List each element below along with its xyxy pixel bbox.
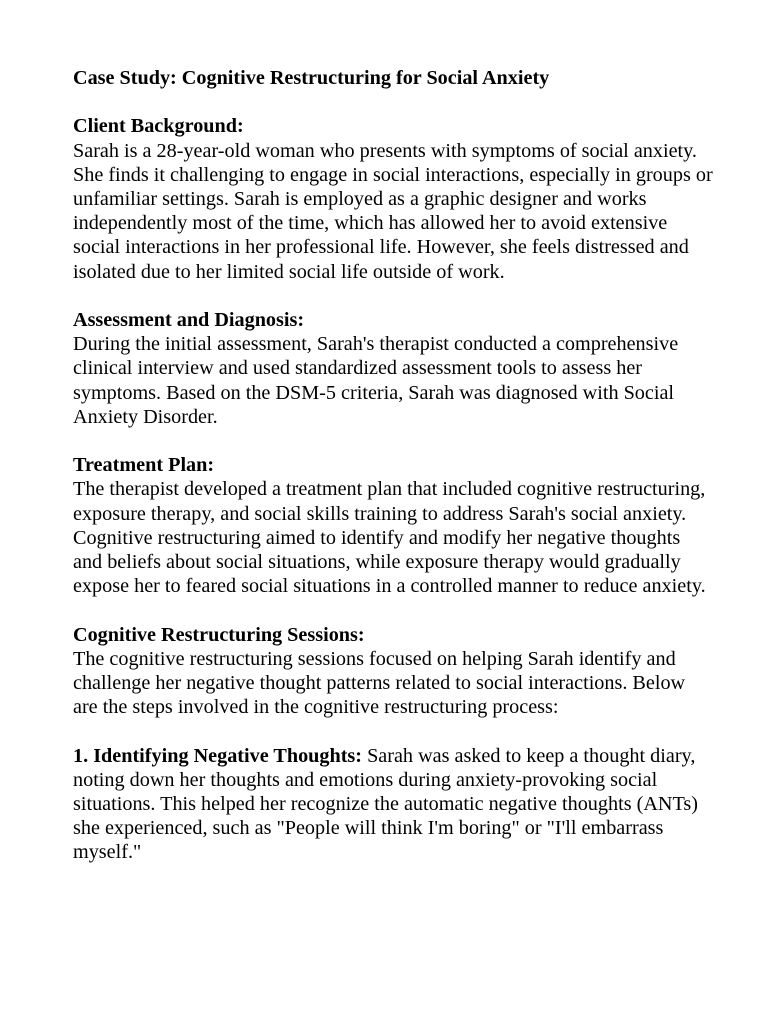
document-page (73, 66, 713, 865)
section-body: During the initial assessment, Sarah's therapist conducted a comprehensive clinical interview and used standardized assessment tools to assess her symptoms. Based on the DSM-5 criteria, Sarah was diagnosed with Social Anxiety Disorder. (73, 333, 679, 428)
section-body: The therapist developed a treatment plan that included cognitive restructuring, exposure therapy, and social skills training to address Sarah's social anxiety. Cognitive restructuring aimed to identify and modify her negative thoughts and beliefs about social situations, while exposure therapy would gradually expose her to feared social situations in a controlled manner to reduce anxiety. (73, 478, 706, 598)
step-body: Sarah was asked to keep a thought diary, noting down her thoughts and emotions during anxiety-provoking social situations. This helped her recognize the automatic negative thoughts (ANTs) she experienced, such as "People will think I'm boring" or "I'll embarrass myself." (73, 744, 698, 864)
section-body: Sarah is a 28-year-old woman who presents with symptoms of social anxiety. She finds it challenging to engage in social interactions, especially in groups or unfamiliar settings. Sarah is employed as a graphic designer and works independently most of the time, which has allowed her to avoid extensive social interactions in her professional life. However, she feels distressed and isolated due to her limited social life outside of work. (73, 139, 713, 283)
section-treatment-plan (73, 453, 713, 598)
section-heading: Client Background: (73, 115, 244, 138)
section-cognitive-restructuring-sessions (73, 623, 713, 720)
step-identifying-negative-thoughts (73, 744, 713, 865)
section-heading: Assessment and Diagnosis: (73, 309, 305, 331)
section-body: The cognitive restructuring sessions focused on helping Sarah identify and challenge her negative thought patterns related to social interactions. Below are the steps involved in the cognitive restructuring process: (73, 647, 686, 719)
section-heading: Treatment Plan: (73, 454, 215, 477)
document-title: Case Study: Cognitive Restructuring for Social Anxiety (73, 67, 550, 89)
section-client-background (73, 114, 713, 283)
section-heading: Cognitive Restructuring Sessions: (73, 623, 365, 646)
step-paragraph (73, 744, 713, 865)
section-assessment-diagnosis (73, 308, 713, 429)
step-heading: 1. Identifying Negative Thoughts: (73, 744, 363, 767)
